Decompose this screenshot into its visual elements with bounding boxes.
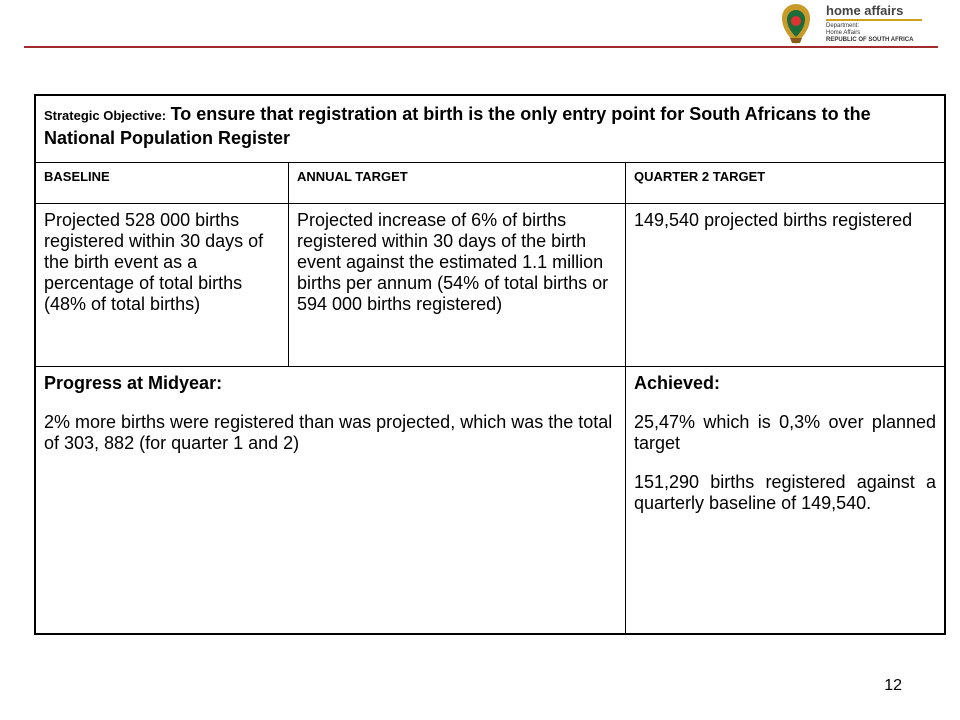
progress-label: Progress at Midyear: [44,373,223,393]
home-affairs-logo [776,2,936,46]
logo-title: home affairs [826,3,904,18]
header-quarter-target: QUARTER 2 TARGET [626,163,946,204]
logo-line-republic: REPUBLIC OF SOUTH AFRICA [826,37,914,43]
progress-row [35,367,945,635]
header-rule [24,46,938,48]
header-annual-target: ANNUAL TARGET [289,163,626,204]
strategic-objective-table [34,94,946,635]
objective-cell [35,95,945,163]
logo-underline [826,19,922,21]
achieved-label: Achieved: [634,373,721,393]
progress-cell [35,367,626,635]
objective-label: Strategic Objective: [44,108,167,123]
objective-row [35,95,945,163]
header-baseline: BASELINE [35,163,289,204]
progress-text: 2% more births were registered than was projected, which was the total of 303, 882 (for quarter 1 and 2) [44,412,613,453]
baseline-cell: Projected 528 000 births registered within 30 days of the birth event as a percentage of total births (48% of total births) [35,204,289,367]
logo-line-department: Department: [826,23,860,29]
achieved-text-1: 25,47% which is 0,3% over planned target [634,412,936,453]
header-row [35,163,945,204]
page-number: 12 [884,677,902,694]
achieved-cell [626,367,946,635]
coat-of-arms-icon [776,2,816,46]
logo-line-home-affairs: Home Affairs [826,30,861,36]
targets-row [35,204,945,367]
objective-text: To ensure that registration at birth is the only entry point for South Africans to the National Population Register [44,104,871,148]
logo-text [826,4,936,44]
quarter-target-cell: 149,540 projected births registered [626,204,946,367]
annual-target-cell: Projected increase of 6% of births registered within 30 days of the birth event against the estimated 1.1 million births per annum (54% of total births or 594 000 births registered) [289,204,626,367]
achieved-text-2: 151,290 births registered against a quarterly baseline of 149,540. [634,472,936,513]
